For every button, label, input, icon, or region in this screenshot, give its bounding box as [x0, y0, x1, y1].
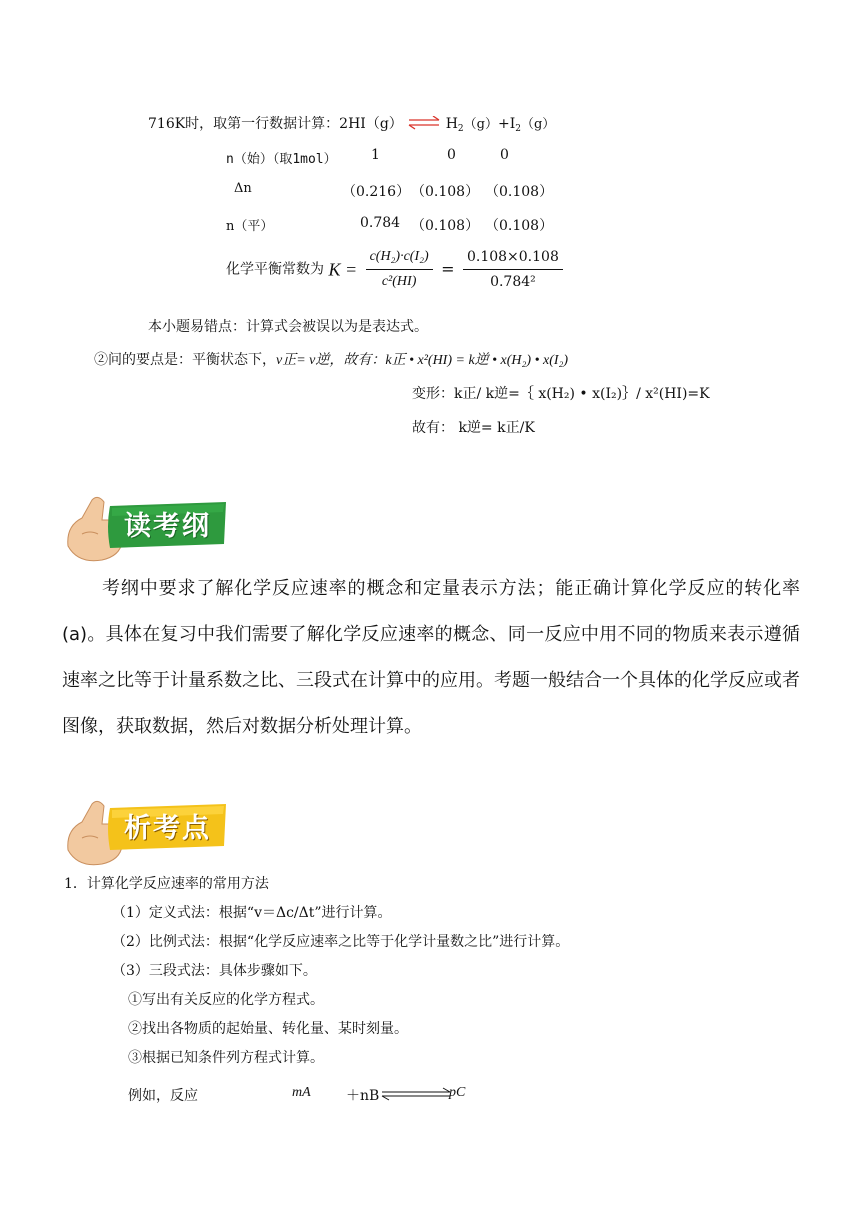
k-denominator-symbolic: c²(HI)	[381, 274, 417, 289]
row-equilibrium-v1: 0.784	[360, 215, 401, 231]
method-definition: （1）定义式法：根据“v＝Δc/Δt”进行计算。	[112, 905, 392, 921]
example-equilibrium-arrow-icon	[380, 1087, 452, 1101]
point2-equation: v正= v逆，故有：k正 • x²(HI) = k逆 • x(H₂) • x(I₂)	[276, 353, 569, 368]
method-ratio: （2）比例式法：根据“化学反应速率之比等于化学计量数之比”进行计算。	[112, 934, 570, 950]
row-delta-v2: （0.108）	[411, 184, 480, 200]
example-label: 例如，反应	[128, 1088, 198, 1104]
example-product-c: pC	[449, 1085, 466, 1100]
k-numerator-symbolic: c(H₂)·c(I₂)	[366, 247, 433, 270]
k-label: 化学平衡常数为	[226, 261, 324, 278]
method-three-step: （3）三段式法：具体步骤如下。	[112, 963, 317, 979]
h2-subscript: 2	[457, 124, 464, 134]
k-symbol: K =	[328, 259, 358, 280]
example-reactant-a: mA	[292, 1085, 311, 1100]
analyze-points-title: 析考点	[124, 813, 211, 844]
equilibrium-arrow-icon	[407, 116, 441, 130]
outline-paragraph: 考纲中要求了解化学反应速率的概念和定量表示方法；能正确计算化学反应的转化率(a)。具体在复习中我们需要了解化学反应速率的概念、同一反应中用不同的物质来表示遵循速率之比等于计量系数之比、三段式在计算中的应用。考题一般结合一个具体的化学反应或者图像，获取数据，然后对数据分析处理计算。	[62, 578, 800, 737]
read-outline-title: 读考纲	[124, 511, 211, 542]
k-numerator-numeric: 0.108×0.108	[463, 247, 563, 270]
i2-state: （g）	[520, 117, 556, 132]
i2-subscript: 2	[515, 124, 521, 134]
section1-heading: 1．计算化学反应速率的常用方法	[64, 876, 269, 892]
point2-line	[94, 349, 568, 369]
row-equilibrium-label: n（平）	[226, 219, 274, 234]
product-i2: +I	[497, 116, 516, 132]
k-denominator-numeric: 0.784²	[490, 274, 536, 290]
k-fraction-symbolic	[366, 247, 433, 292]
reaction-intro: 716K时，取第一行数据计算：2HI（g）	[148, 116, 403, 132]
row-delta-label: Δn	[234, 181, 252, 196]
k-fraction-numeric	[463, 247, 563, 292]
analyze-points-badge	[62, 796, 232, 868]
row-delta-v1: （0.216）	[342, 184, 411, 200]
read-outline-badge	[62, 490, 232, 564]
therefore-line: 故有： k逆= k正/K	[412, 420, 535, 436]
row-delta-v3: （0.108）	[485, 184, 554, 200]
product-h2: H	[445, 116, 458, 132]
transform-line: 变形：k正/ k逆=｛ x(H₂) • x(I₂)｝/ x²(HI)=K	[412, 386, 710, 402]
row-initial-label: n（始）（取1mol）	[226, 152, 337, 167]
row-equilibrium-v2: （0.108）	[411, 218, 480, 234]
example-reactant-b: ＋nB	[346, 1088, 380, 1104]
step-2: ②找出各物质的起始量、转化量、某时刻量。	[128, 1021, 408, 1037]
h2-state: （g）	[463, 117, 498, 132]
equilibrium-constant-formula	[226, 247, 567, 292]
point2-prefix: ②问的要点是：平衡状态下，	[94, 352, 276, 368]
equals-sign: =	[441, 259, 455, 279]
row-initial-v2: 0	[447, 147, 456, 163]
pitfall-note: 本小题易错点：计算式会被误以为是表达式。	[148, 319, 428, 335]
step-1: ①写出有关反应的化学方程式。	[128, 992, 324, 1008]
row-equilibrium-v3: （0.108）	[485, 218, 554, 234]
step-3: ③根据已知条件列方程式计算。	[128, 1050, 324, 1066]
row-initial-v1: 1	[371, 147, 380, 163]
row-initial-v3: 0	[500, 147, 509, 163]
reaction-line	[148, 113, 555, 134]
